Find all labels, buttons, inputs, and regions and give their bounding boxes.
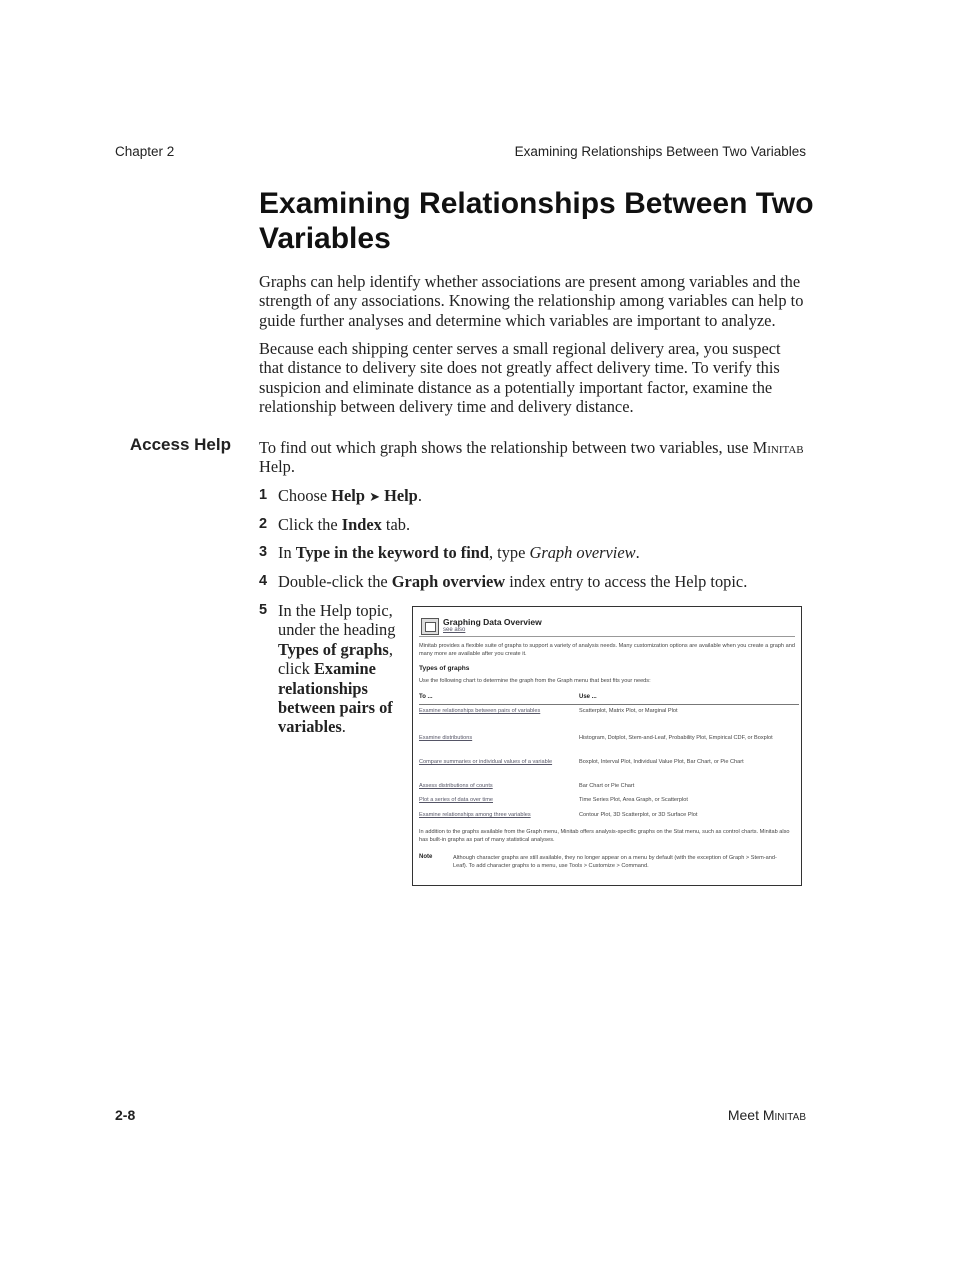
link-plot-over-time[interactable]: Plot a series of data over time bbox=[419, 797, 493, 803]
help-intro: Minitab provides a flexible suite of graphs to support a variety of analysis needs. Many customization options are available when you create a graph and many more are available after you create it. bbox=[419, 643, 795, 657]
book-title: Meet Minitab bbox=[727, 1107, 806, 1123]
access-help-lead: To find out which graph shows the relationship between two variables, use Minitab Help. bbox=[259, 438, 804, 477]
help-addition: In addition to the graphs available from the Graph menu, Minitab offers analysis-specific graphs on the Stat menu, such as control charts. Minitab also has built-in graphs as part of many statistical analyses. bbox=[419, 829, 790, 843]
link-compare-summaries[interactable]: Compare summaries or individual values of a variable bbox=[419, 759, 553, 765]
divider bbox=[419, 704, 799, 705]
column-header-to: To ... bbox=[419, 694, 433, 700]
link-three-variables[interactable]: Examine relationships among three variables bbox=[419, 812, 531, 818]
section-label: Examining Relationships Between Two Variables bbox=[514, 144, 806, 159]
intro-paragraph-2: Because each shipping center serves a small regional delivery area, you suspect that distance to delivery site does not greatly affect delivery time. To verify this suspicion and eliminate distance as a potentially important factor, examine the relationship between delivery time and delivery distance. bbox=[259, 339, 781, 417]
chapter-label: Chapter 2 bbox=[115, 144, 175, 159]
table-cell: Scatterplot, Matrix Plot, or Marginal Plot bbox=[579, 708, 678, 714]
table-cell: Bar Chart or Pie Chart bbox=[579, 783, 635, 789]
divider bbox=[419, 636, 795, 637]
help-topic-title: Graphing Data Overview bbox=[443, 617, 542, 627]
page-title: Examining Relationships Between Two Variables bbox=[259, 187, 814, 255]
note-text: Although character graphs are still available, they no longer appear on a menu by default (with the exception of Graph > Stem-and-Leaf). To add character graphs to a menu, use Tools > Customize > Command. bbox=[453, 855, 777, 869]
page-number: 2-8 bbox=[115, 1107, 136, 1123]
table-cell: Histogram, Dotplot, Stem-and-Leaf, Probability Plot, Empirical CDF, or Boxplot bbox=[579, 735, 773, 741]
see-also-link[interactable]: see also bbox=[443, 627, 466, 633]
help-topic-screenshot bbox=[412, 606, 802, 886]
types-of-graphs-heading: Types of graphs bbox=[419, 665, 470, 672]
table-cell: Contour Plot, 3D Scatterplot, or 3D Surface Plot bbox=[579, 812, 698, 818]
link-assess-counts[interactable]: Assess distributions of counts bbox=[419, 783, 493, 789]
link-examine-distributions[interactable]: Examine distributions bbox=[419, 735, 473, 741]
table-cell: Time Series Plot, Area Graph, or Scatterplot bbox=[579, 797, 688, 803]
note-label: Note bbox=[419, 854, 433, 860]
access-help-heading: Access Help bbox=[129, 435, 231, 454]
types-intro: Use the following chart to determine the graph from the Graph menu that best fits your needs: bbox=[419, 678, 651, 684]
link-examine-pairs[interactable]: Examine relationships between pairs of variables bbox=[419, 708, 541, 714]
intro-paragraph-1: Graphs can help identify whether associations are present among variables and the strength of any associations. Knowing the relationship among variables can help to guide further analyses and determine which variables are important to analyze. bbox=[259, 272, 804, 330]
help-topic-icon bbox=[421, 618, 439, 635]
table-cell: Boxplot, Interval Plot, Individual Value Plot, Bar Chart, or Pie Chart bbox=[579, 759, 744, 765]
column-header-use: Use ... bbox=[579, 694, 597, 700]
